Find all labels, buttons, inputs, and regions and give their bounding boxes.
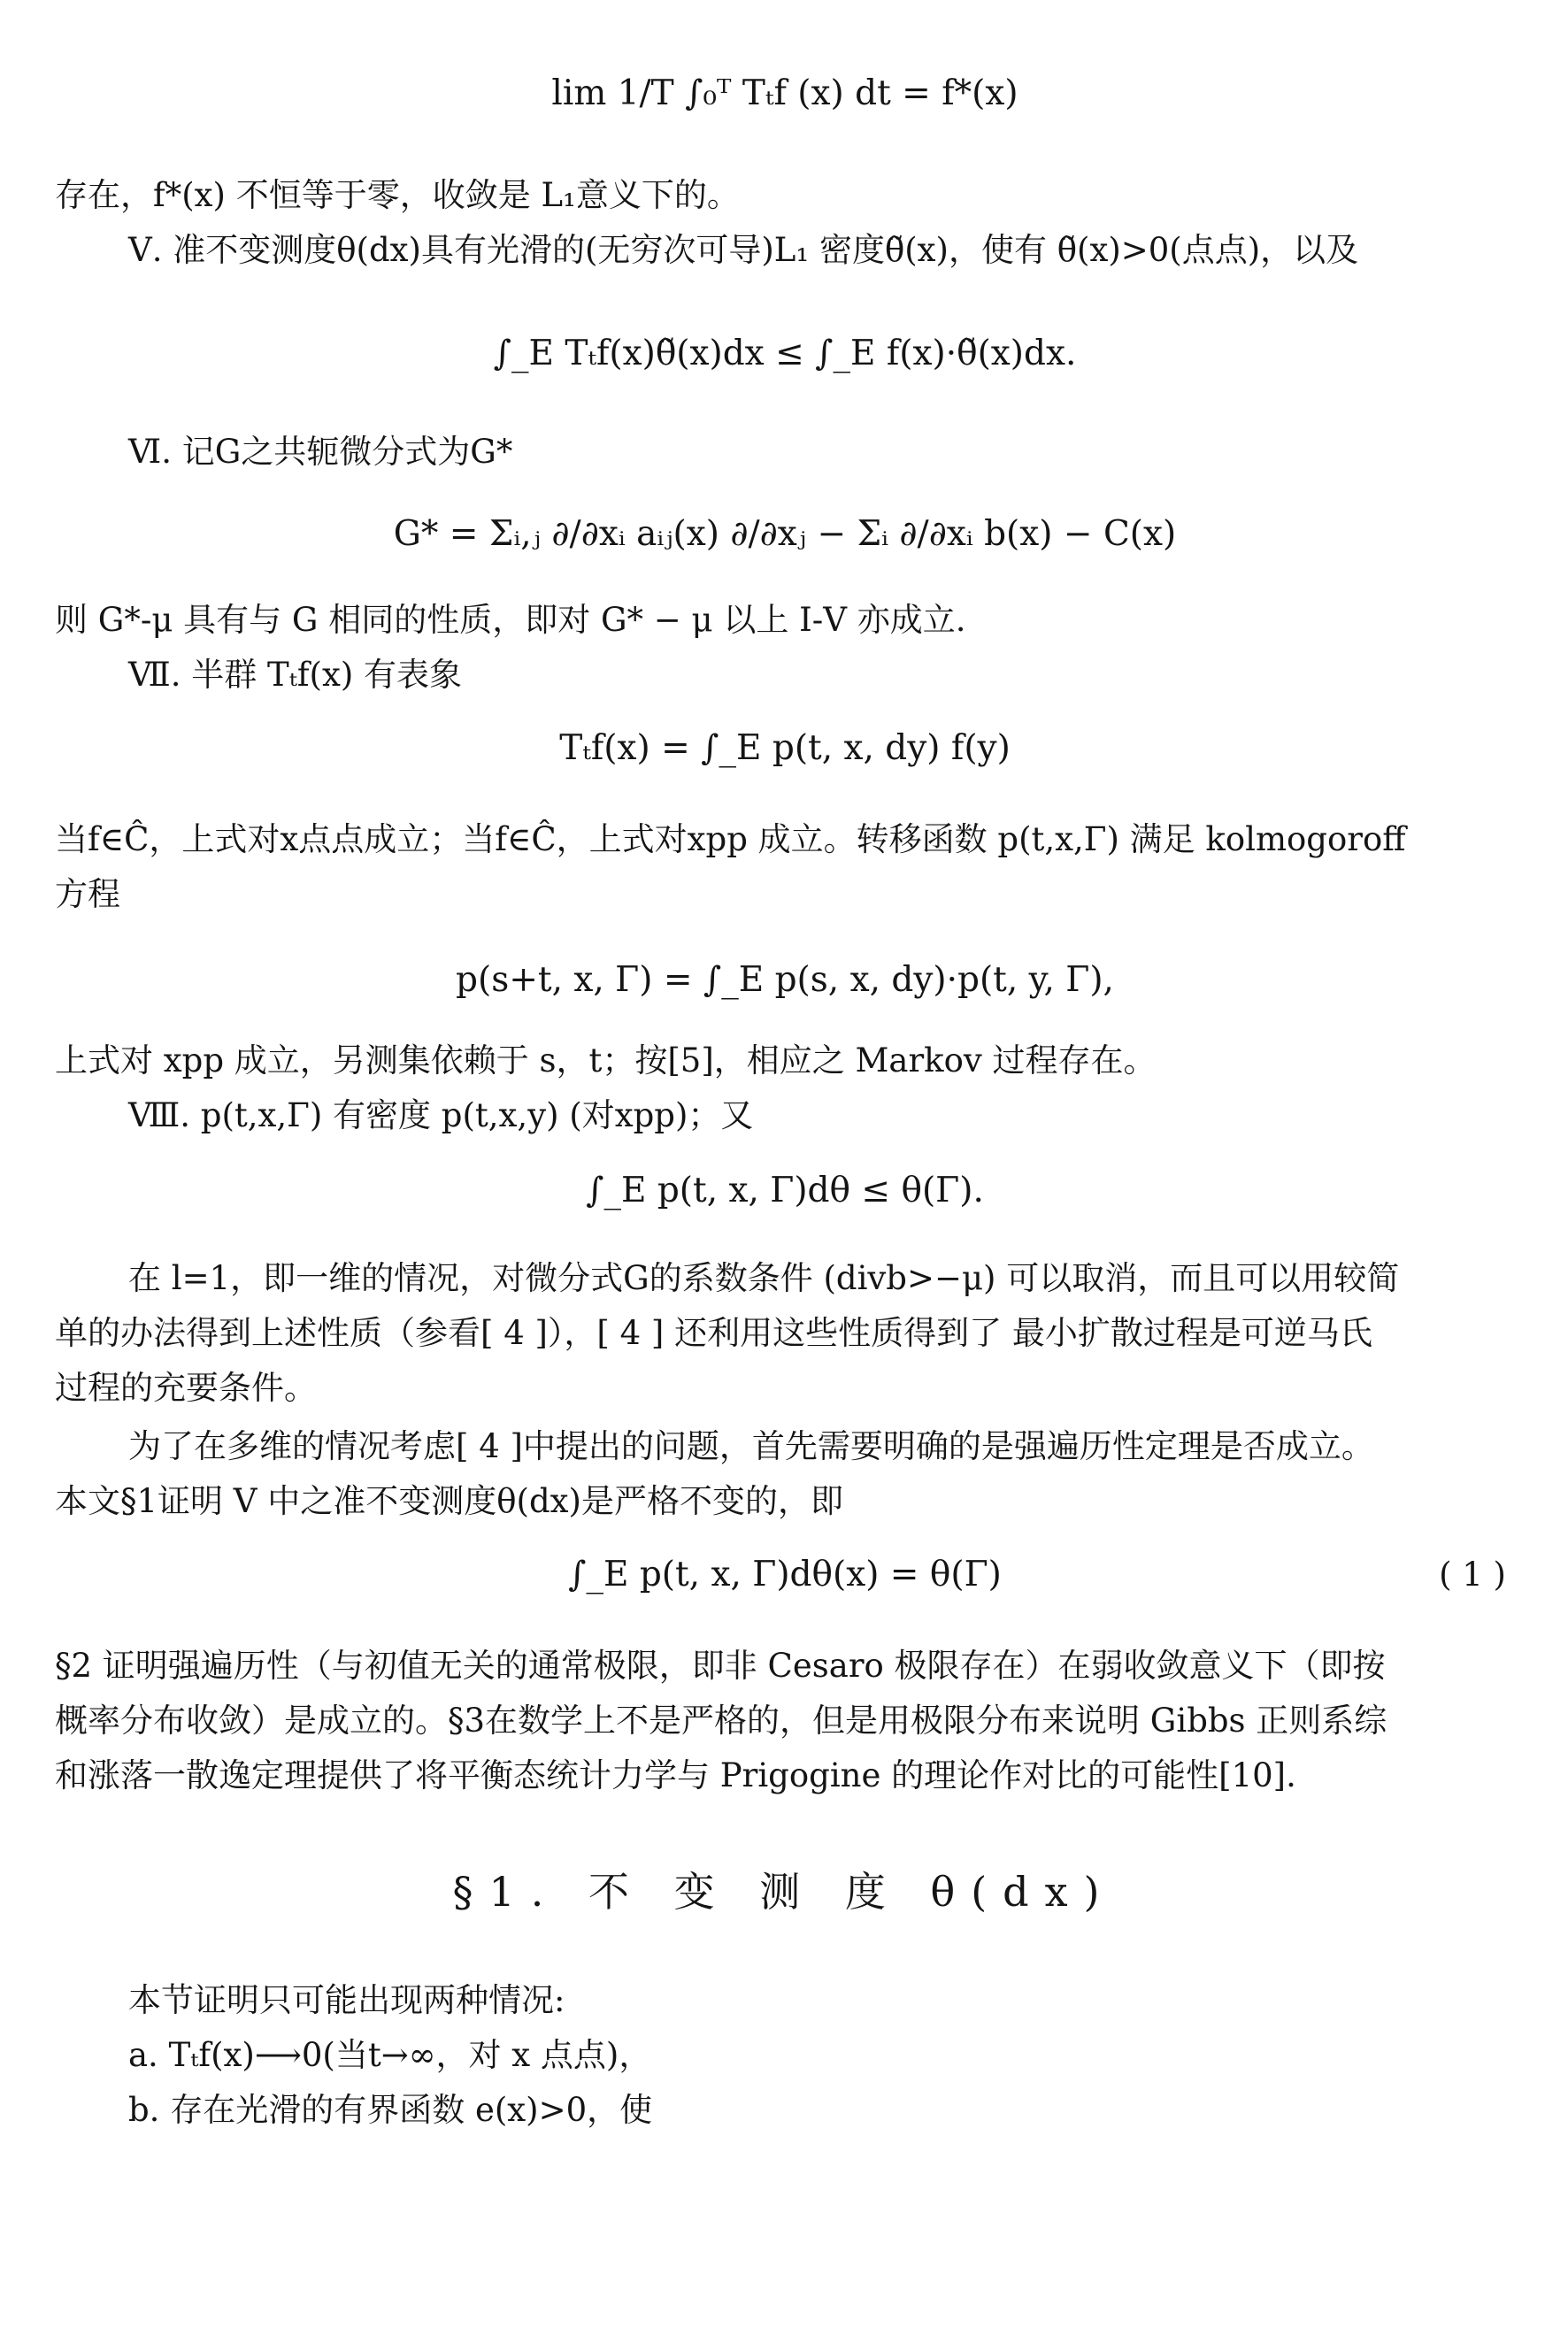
paragraph-line: 和涨落一散逸定理提供了将平衡态统计力学与 Prigogine 的理论作对比的可能性[10]. <box>55 1756 1296 1794</box>
paragraph-line: 在 l=1，即一维的情况，对微分式G的系数条件 (divb>−μ) 可以取消，而且可以用较简 <box>128 1259 1400 1297</box>
text-line: 方程 <box>55 875 120 913</box>
formula-limit: lim 1/T ∫₀ᵀ Tₜf (x) dt = f*(x) <box>551 73 1018 113</box>
condition-vi: Ⅵ. 记G之共轭微分式为G* <box>128 433 513 471</box>
text-line: 当f∈Ĉ，上式对x点点成立；当f∈Ĉ，上式对xpp 成立。转移函数 p(t,x,Γ) 满足 kolmogoroff <box>55 820 1406 858</box>
paragraph-line: 本文§1证明 Ⅴ 中之准不变测度θ(dx)是严格不变的，即 <box>55 1482 843 1520</box>
section-title: §1. 不 变 测 度 θ(dx) <box>452 1868 1116 1916</box>
case-a: a. Tₜf(x)⟶0(当t→∞，对 x 点点)， <box>128 2036 652 2074</box>
paragraph-line: 概率分布收敛）是成立的。§3在数学上不是严格的，但是用极限分布来说明 Gibbs 正则系综 <box>55 1702 1387 1740</box>
text-line: 则 G*-μ 具有与 G 相同的性质，即对 G* − μ 以上 Ⅰ-Ⅴ 亦成立. <box>55 601 966 639</box>
case-b: b. 存在光滑的有界函数 e(x)>0，使 <box>128 2091 653 2129</box>
condition-vii: Ⅶ. 半群 Tₜf(x) 有表象 <box>128 656 463 694</box>
text-line: 存在，f*(x) 不恒等于零，收敛是 L₁意义下的。 <box>55 176 740 214</box>
condition-v: Ⅴ. 准不变测度θ(dx)具有光滑的(无穷次可导)L₁ 密度θ̃(x)，使有 θ̃(x)>0(点点)，以及 <box>128 231 1359 269</box>
formula-semigroup-representation: Tₜf(x) = ∫_E p(t, x, dy) f(y) <box>559 728 1011 768</box>
equation-number: ( 1 ) <box>1439 1556 1506 1594</box>
formula-invariance: ∫_E p(t, x, Γ)dθ(x) = θ(Γ) <box>568 1555 1002 1594</box>
paragraph-line: 单的办法得到上述性质（参看[ 4 ]），[ 4 ] 还利用这些性质得到了 最小扩散过程是可逆马氏 <box>55 1314 1372 1352</box>
condition-viii: Ⅷ. p(t,x,Γ) 有密度 p(t,x,y) (对xpp)；又 <box>128 1096 754 1134</box>
formula-kolmogoroff: p(s+t, x, Γ) = ∫_E p(s, x, dy)·p(t, y, Γ), <box>456 960 1114 1000</box>
paragraph-line: 过程的充要条件。 <box>55 1369 317 1407</box>
paragraph-line: 为了在多维的情况考虑[ 4 ]中提出的问题，首先需要明确的是强遍历性定理是否成立。 <box>128 1427 1374 1465</box>
formula-measure-inequality: ∫_E Tₜf(x)θ̃(x)dx ≤ ∫_E f(x)·θ̃(x)dx. <box>493 334 1077 373</box>
formula-adjoint-operator: G* = Σᵢ,ⱼ ∂/∂xᵢ aᵢⱼ(x) ∂/∂xⱼ − Σᵢ ∂/∂xᵢ b(x) − C(x) <box>393 514 1177 554</box>
formula-density-inequality: ∫_E p(t, x, Γ)dθ ≤ θ(Γ). <box>586 1171 984 1210</box>
text-line: 本节证明只可能出现两种情况: <box>128 1981 565 2019</box>
text-line: 上式对 xpp 成立，另测集依赖于 s，t；按[5]，相应之 Markov 过程存在。 <box>55 1041 1157 1079</box>
paragraph-line: §2 证明强遍历性（与初值无关的通常极限，即非 Cesaro 极限存在）在弱收敛意义下（即按 <box>55 1647 1386 1685</box>
